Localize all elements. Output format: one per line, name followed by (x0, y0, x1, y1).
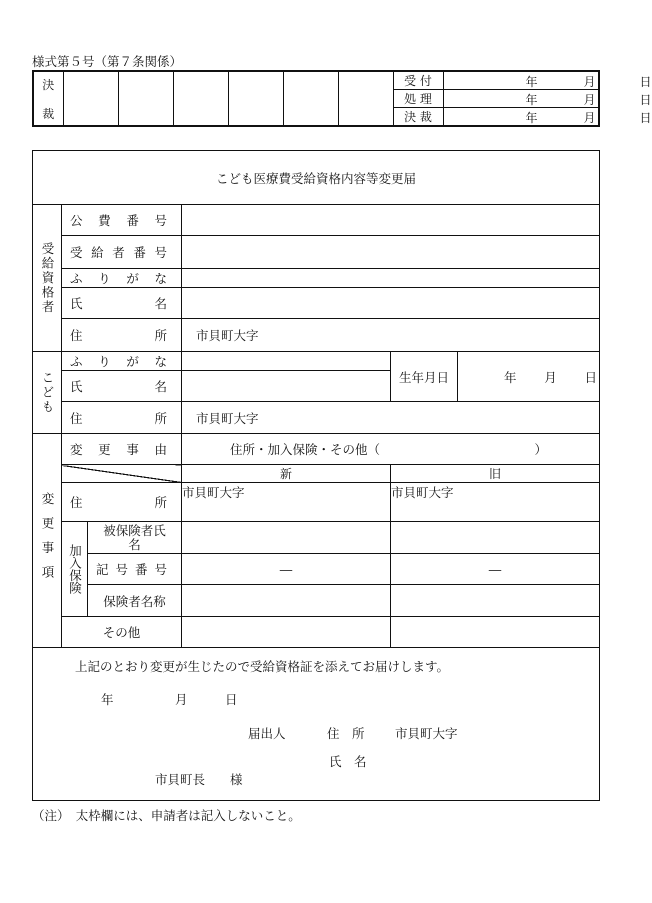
recipient-name-field[interactable] (182, 288, 600, 319)
date-month-label: 月 (175, 692, 188, 707)
approved-label: 決 裁 (393, 108, 443, 127)
insurer-name-label: 保険者名称 (88, 585, 182, 617)
insured-name-label: 被保険者氏 名 (88, 522, 182, 554)
child-address-field[interactable]: 市貝町大字 (182, 402, 600, 434)
declaration-statement: 上記のとおり変更が生じたので受給資格証を添えてお届けします。 (75, 659, 450, 674)
received-date[interactable]: 年 月 日 (443, 71, 599, 90)
insurance-label: 加入保険 (62, 522, 88, 617)
recipient-name-label: 氏 名 (62, 288, 182, 319)
symbol-number-label: 記 号 番 号 (88, 554, 182, 585)
addressee: 市貝町長 様 (155, 772, 243, 787)
child-name-label: 氏 名 (62, 371, 182, 402)
new-insured-name-field[interactable] (182, 522, 391, 554)
received-label: 受 付 (393, 71, 443, 90)
public-number-field[interactable] (182, 205, 600, 236)
approval-table (32, 70, 652, 127)
public-number-label: 公 費 番 号 (62, 205, 182, 236)
notifier-address-value[interactable]: 市貝町大字 (395, 726, 458, 741)
stamp-cell[interactable] (228, 71, 283, 126)
child-furigana-label: ふ り が な (62, 352, 182, 371)
recipient-section-label: 受給資格者 (33, 205, 62, 352)
new-symbol-number-field[interactable]: ― (182, 554, 391, 585)
old-other-field[interactable] (391, 617, 600, 648)
processed-label: 処 理 (393, 90, 443, 108)
header-diagonal (62, 465, 182, 483)
new-insurer-name-field[interactable] (182, 585, 391, 617)
old-address-field[interactable]: 市貝町大字 (391, 483, 600, 522)
processed-date[interactable]: 年 月 日 (443, 90, 599, 108)
form-title: こども医療費受給資格内容等変更届 (33, 151, 600, 205)
child-furigana-field[interactable] (182, 352, 391, 371)
footnote: （注） 太枠欄には、申請者は記入しないこと。 (32, 808, 301, 823)
change-address-label: 住 所 (62, 483, 182, 522)
notifier-address-label: 住 所 (327, 726, 365, 741)
new-address-field[interactable]: 市貝町大字 (182, 483, 391, 522)
recipient-address-label: 住 所 (62, 319, 182, 352)
changes-section-label: 変更事項 (33, 434, 62, 648)
approval-side-label: 決 裁 (33, 71, 63, 126)
stamp-cell[interactable] (173, 71, 228, 126)
declaration-area (33, 648, 600, 801)
child-name-field[interactable] (182, 371, 391, 402)
stamp-cell[interactable] (338, 71, 393, 126)
other-label: その他 (62, 617, 182, 648)
recipient-number-field[interactable] (182, 236, 600, 269)
date-year-label: 年 (101, 692, 114, 707)
date-day-label: 日 (225, 692, 238, 707)
change-reason-label: 変 更 事 由 (62, 434, 182, 465)
old-insurer-name-field[interactable] (391, 585, 600, 617)
approved-date[interactable]: 年 月 日 (443, 108, 599, 127)
child-section-label: こども (33, 352, 62, 434)
old-symbol-number-field[interactable]: ― (391, 554, 600, 585)
notifier-label: 届出人 (248, 726, 286, 741)
change-form-table (32, 150, 600, 801)
form-number: 様式第５号（第７条関係） (32, 54, 183, 69)
recipient-number-label: 受 給 者 番 号 (62, 236, 182, 269)
child-address-label: 住 所 (62, 402, 182, 434)
stamp-cell[interactable] (63, 71, 118, 126)
change-reason-field[interactable]: 住所・加入保険・その他（ ） (182, 434, 600, 465)
new-other-field[interactable] (182, 617, 391, 648)
recipient-furigana-label: ふ り が な (62, 269, 182, 288)
birthdate-field[interactable]: 年 月 日 (458, 352, 600, 402)
old-insured-name-field[interactable] (391, 522, 600, 554)
recipient-address-field[interactable]: 市貝町大字 (182, 319, 600, 352)
notifier-name-label: 氏 名 (329, 754, 367, 769)
birthdate-label: 生年月日 (391, 352, 458, 402)
stamp-cell[interactable] (283, 71, 338, 126)
stamp-cell[interactable] (118, 71, 173, 126)
old-header: 旧 (391, 465, 600, 483)
recipient-furigana-field[interactable] (182, 269, 600, 288)
new-header: 新 (182, 465, 391, 483)
